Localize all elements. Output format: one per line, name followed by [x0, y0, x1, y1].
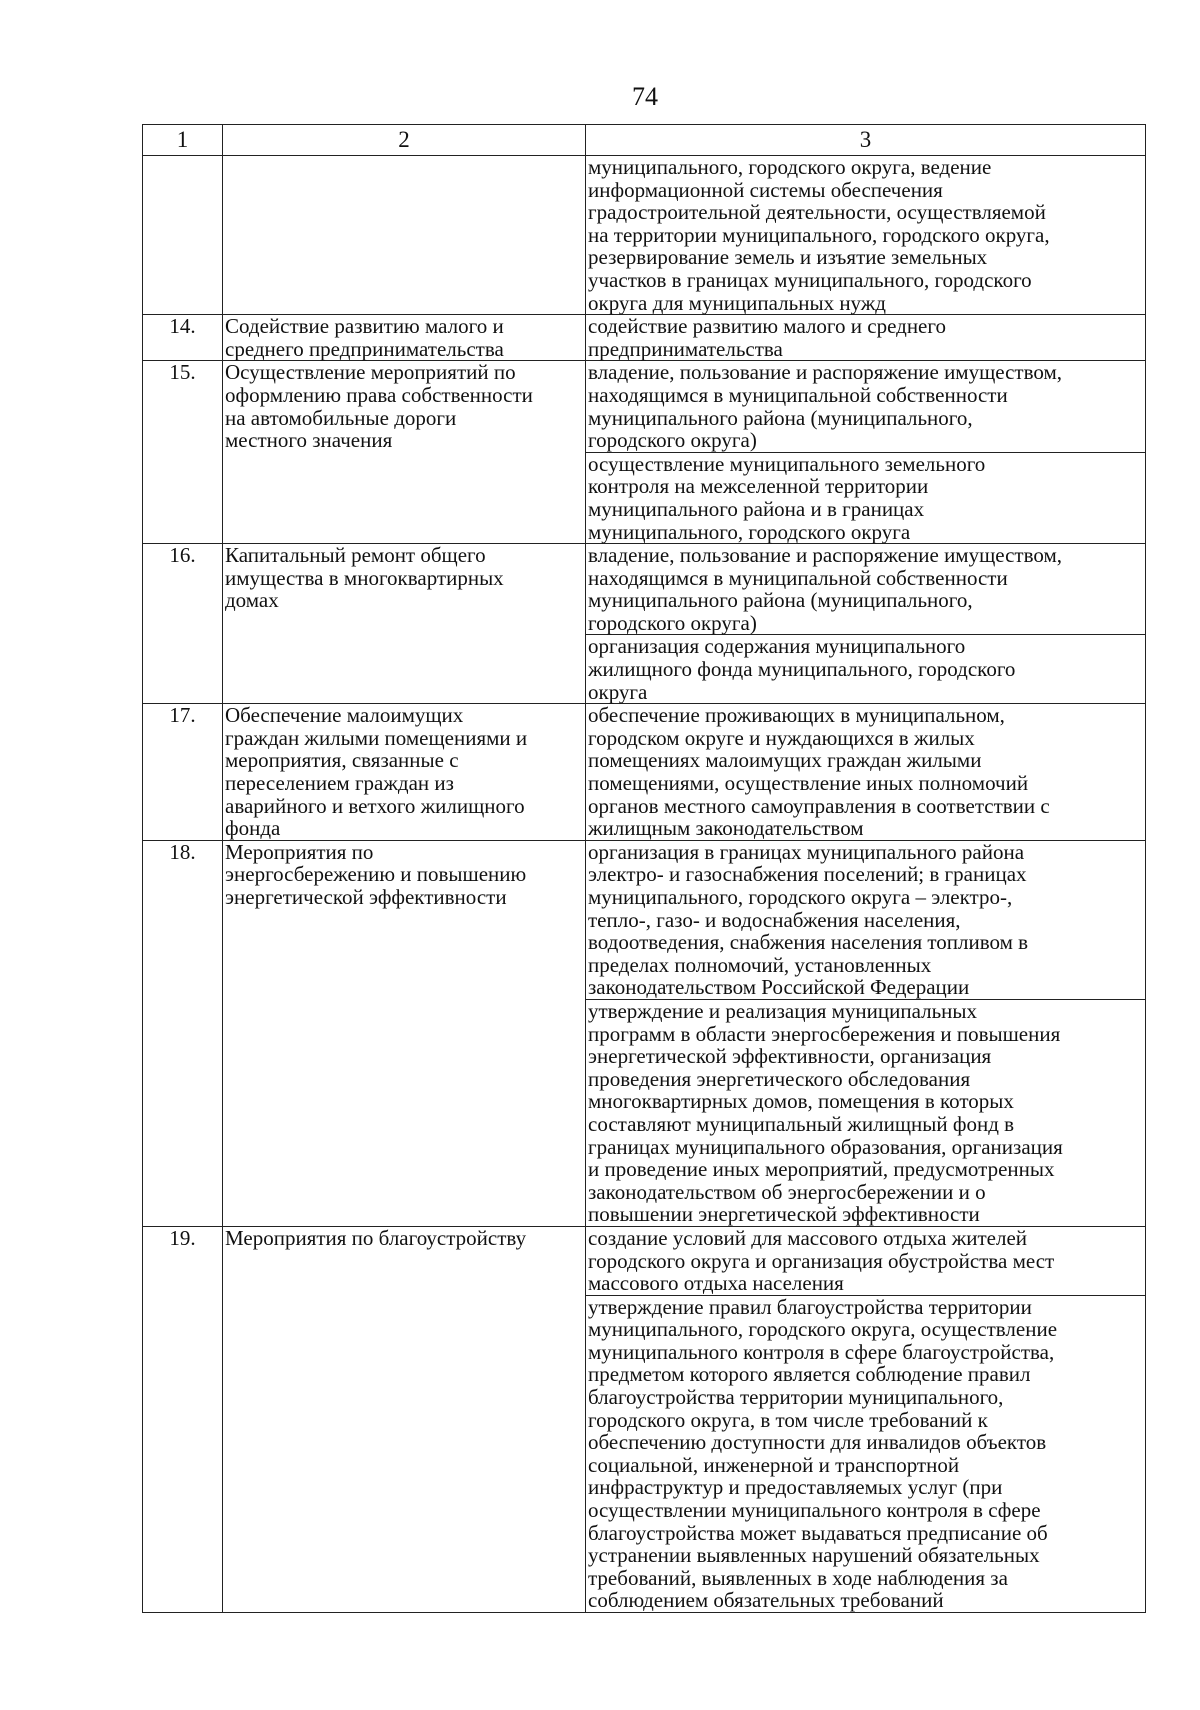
table-row-continuation — [143, 156, 1146, 315]
text-line: законодательством об энергосбережении и о — [588, 1179, 986, 1204]
text-line: Мероприятия по благоустройству — [225, 1225, 527, 1250]
table-row — [143, 544, 1146, 635]
text-line: законодательством Российской Федерации — [588, 975, 970, 1000]
text-line: осуществление муниципального земельного — [588, 451, 986, 476]
table-row — [143, 315, 1146, 361]
text-line: утверждение правил благоустройства территории — [588, 1294, 1032, 1319]
text-line: находящимся в муниципальной собственности — [588, 382, 1008, 407]
text-line: создание условий для массового отдыха жителей — [588, 1225, 1028, 1250]
text-line: пределах полномочий, установленных — [588, 952, 932, 977]
text-line: граждан жилыми помещениями и — [225, 725, 528, 750]
row-name-cell — [223, 544, 586, 704]
text-line: округа — [588, 679, 648, 704]
text-line: помещениями, осуществление иных полномочий — [588, 771, 1029, 796]
text-line: муниципального района (муниципального, — [588, 405, 973, 430]
row-number-cell: 17. — [143, 704, 223, 841]
text-line: организация в границах муниципального района — [588, 839, 1025, 864]
text-line: Капитальный ремонт общего — [225, 543, 486, 568]
column-header-3: 3 — [586, 125, 1146, 156]
text-line: обеспечение проживающих в муниципальном, — [588, 703, 1005, 728]
text-line: энергетической эффективности — [225, 885, 507, 909]
row-power-cell — [586, 840, 1146, 999]
row-name-cell — [223, 840, 586, 1226]
text-line: муниципального контроля в сфере благоустройства, — [588, 1339, 1055, 1364]
text-line: программ в области энергосбережения и повышения — [588, 1021, 1061, 1046]
text-line: Обеспечение малоимущих — [225, 703, 464, 728]
row-name-cell — [223, 1226, 586, 1612]
row-name-cell — [223, 704, 586, 841]
text-line: Осуществление мероприятий по — [225, 360, 516, 385]
text-line: на автомобильные дороги — [225, 405, 457, 430]
row-number-cell: 14. — [143, 315, 223, 361]
column-header-1: 1 — [143, 125, 223, 156]
text-line: тепло-, газо- и водоснабжения населения, — [588, 907, 961, 932]
text-line: участков в границах муниципального, городского — [588, 267, 1032, 292]
row-number-cell: 15. — [143, 361, 223, 544]
text-line: предметом которого является соблюдение правил — [588, 1362, 1031, 1387]
text-line: муниципального, городского округа, ведение — [588, 155, 992, 179]
text-line: находящимся в муниципальной собственности — [588, 565, 1008, 590]
text-line: требований, выявленных в ходе наблюдения за — [588, 1565, 1008, 1590]
row-name-cell — [223, 156, 586, 315]
text-line: оформлению права собственности — [225, 382, 533, 407]
table-header-row — [143, 125, 1146, 156]
text-line: органов местного самоуправления в соответствии с — [588, 793, 1050, 818]
text-line: домах — [225, 588, 279, 613]
text-line: переселением граждан из — [225, 771, 454, 796]
table-row — [143, 840, 1146, 999]
row-power-cell — [586, 1295, 1146, 1612]
row-power-cell — [586, 635, 1146, 704]
text-line: владение, пользование и распоряжение имуществом, — [588, 360, 1063, 385]
text-line: информационной системы обеспечения — [588, 177, 943, 202]
text-line: округа для муниципальных нужд — [588, 290, 886, 315]
text-line: обеспечению доступности для инвалидов объектов — [588, 1430, 1047, 1455]
text-line: аварийного и ветхого жилищного — [225, 793, 525, 818]
text-line: имущества в многоквартирных — [225, 565, 504, 590]
text-line: городского округа, в том числе требований к — [588, 1407, 988, 1432]
text-line: жилищным законодательством — [588, 816, 864, 841]
text-line: владение, пользование и распоряжение имуществом, — [588, 543, 1063, 568]
row-power-cell — [586, 315, 1146, 361]
text-line: содействие развитию малого и среднего — [588, 314, 946, 339]
text-line: утверждение и реализация муниципальных — [588, 998, 978, 1023]
text-line: предпринимательства — [588, 336, 783, 361]
row-power-cell — [586, 544, 1146, 635]
table-row — [143, 1226, 1146, 1295]
row-number-cell: 16. — [143, 544, 223, 704]
row-name-cell — [223, 315, 586, 361]
text-line: электро- и газоснабжения поселений; в границах — [588, 862, 1027, 887]
text-line: помещениях малоимущих граждан жилыми — [588, 748, 982, 773]
text-line: городском округе и нуждающихся в жилых — [588, 725, 975, 750]
text-line: Мероприятия по — [225, 839, 374, 864]
text-line: Содействие развитию малого и — [225, 314, 504, 339]
row-name-cell — [223, 361, 586, 544]
powers-table — [142, 124, 1146, 1613]
text-line: на территории муниципального, городского округа, — [588, 222, 1050, 247]
row-number-cell — [143, 156, 223, 315]
text-line: муниципального района (муниципального, — [588, 588, 973, 613]
text-line: местного значения — [225, 428, 393, 453]
text-line: устранении выявленных нарушений обязательных — [588, 1543, 1040, 1568]
text-line: энергосбережению и повышению — [225, 862, 527, 887]
text-line: муниципального, городского округа, осуществление — [588, 1317, 1058, 1342]
text-line: благоустройства территории муниципального, — [588, 1385, 1004, 1410]
row-power-cell — [586, 156, 1146, 315]
text-line: соблюдением обязательных требований — [588, 1588, 944, 1613]
text-line: водоотведения, снабжения населения топливом в — [588, 930, 1029, 955]
text-line: городского округа и организация обустройства мест — [588, 1248, 1055, 1273]
row-power-cell — [586, 361, 1146, 452]
text-line: контроля на межселенной территории — [588, 474, 929, 499]
text-line: мероприятия, связанные с — [225, 748, 459, 773]
row-power-cell — [586, 1226, 1146, 1295]
text-line: жилищного фонда муниципального, городского — [588, 657, 1016, 682]
table-row — [143, 704, 1146, 841]
text-line: среднего предпринимательства — [225, 336, 504, 361]
table-row — [143, 361, 1146, 452]
text-line: многоквартирных домов, помещения в которых — [588, 1089, 1014, 1114]
text-line: и проведение иных мероприятий, предусмотренных — [588, 1157, 1055, 1182]
text-line: резервирование земель и изъятие земельных — [588, 245, 988, 270]
table-body — [143, 125, 1146, 1613]
text-line: фонда — [225, 816, 281, 841]
text-line: энергетической эффективности, организация — [588, 1044, 992, 1069]
text-line: составляют муниципальный жилищный фонд в — [588, 1111, 1015, 1136]
row-number-cell: 19. — [143, 1226, 223, 1612]
text-line: градостроительной деятельности, осуществляемой — [588, 200, 1046, 225]
text-line: проведения энергетического обследования — [588, 1066, 971, 1091]
row-power-cell — [586, 704, 1146, 841]
text-line: осуществлении муниципального контроля в сфере — [588, 1498, 1041, 1523]
row-power-cell — [586, 452, 1146, 543]
text-line: повышении энергетической эффективности — [588, 1202, 980, 1227]
text-line: муниципального района и в границах — [588, 496, 925, 521]
text-line: границах муниципального образования, организация — [588, 1134, 1063, 1159]
text-line: социальной, инженерной и транспортной — [588, 1452, 960, 1477]
text-line: благоустройства может выдаваться предписание об — [588, 1520, 1048, 1545]
text-line: городского округа) — [588, 428, 757, 453]
page-number: 74 — [632, 82, 658, 111]
text-line: городского округа) — [588, 610, 757, 635]
row-number-cell: 18. — [143, 840, 223, 1226]
text-line: организация содержания муниципального — [588, 634, 966, 659]
text-line: массового отдыха населения — [588, 1271, 844, 1296]
text-line: инфраструктур и предоставляемых услуг (при — [588, 1475, 1003, 1500]
text-line: муниципального, городского округа — [588, 519, 911, 544]
column-header-2: 2 — [223, 125, 586, 156]
row-power-cell — [586, 999, 1146, 1226]
text-line: муниципального, городского округа – электро-, — [588, 885, 1013, 909]
